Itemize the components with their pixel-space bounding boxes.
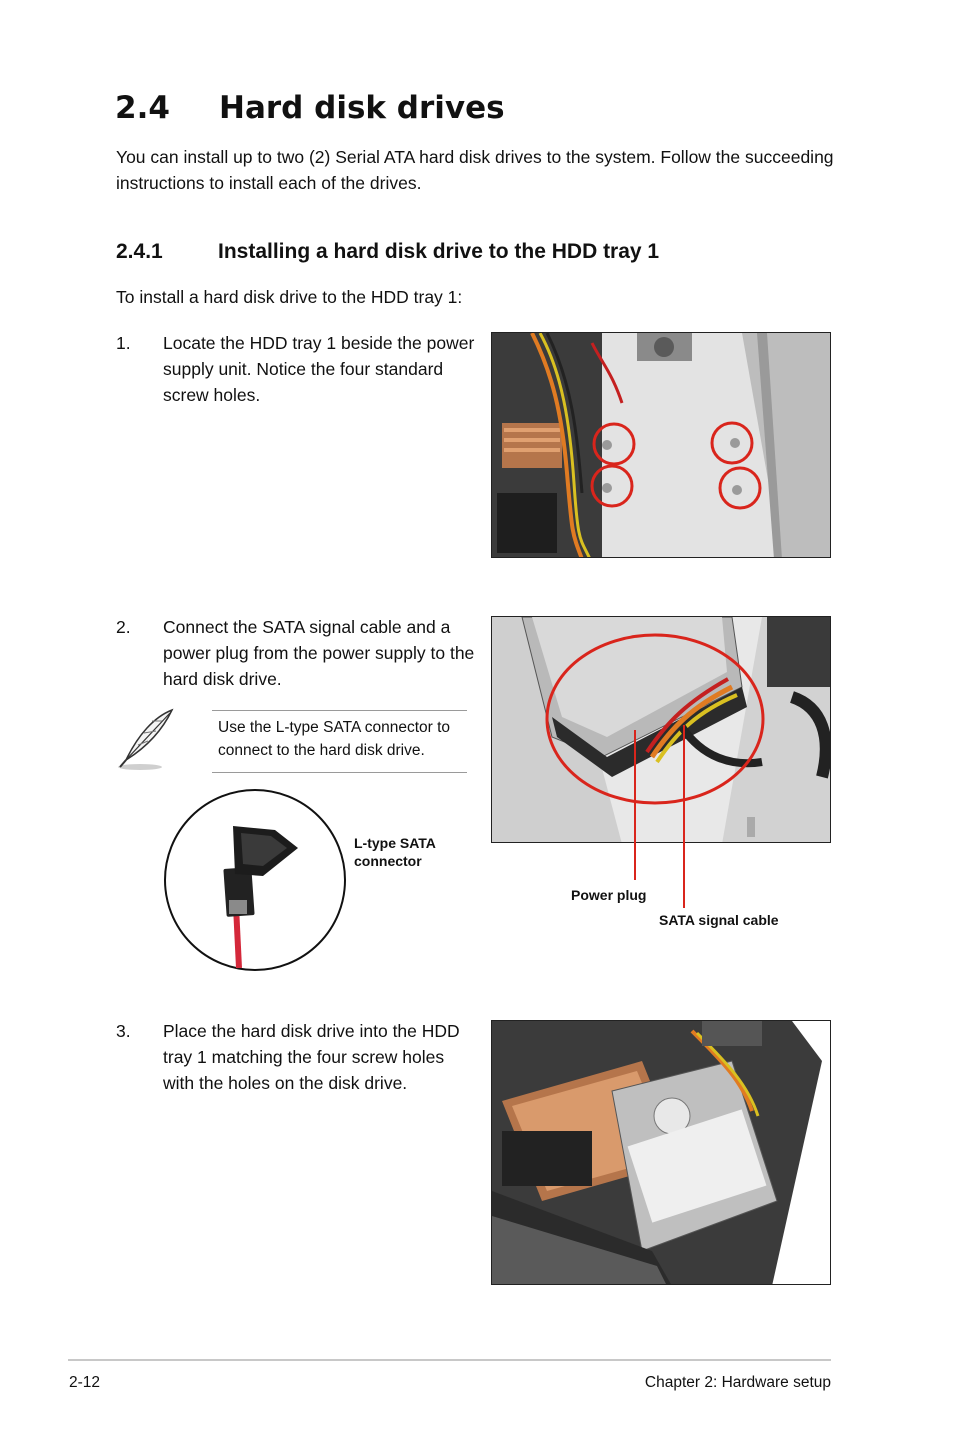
l-type-sata-connector-illustration xyxy=(163,788,347,972)
note-text: Use the L-type SATA connector to connect to the hard disk drive. xyxy=(218,719,451,759)
note-top-rule xyxy=(212,710,467,711)
quill-pen-icon xyxy=(112,705,182,775)
photo-hdd-tray xyxy=(491,332,831,558)
section-heading xyxy=(115,90,505,126)
callout-leader-lines xyxy=(620,720,700,910)
callout-power-plug: Power plug xyxy=(571,887,647,903)
subsection-number: 2.4.1 xyxy=(116,240,163,263)
step-number: 3. xyxy=(116,1021,131,1041)
step-text: Locate the HDD tray 1 beside the power supply unit. Notice the four standard screw holes. xyxy=(163,333,475,405)
chapter-title: Chapter 2: Hardware setup xyxy=(644,1374,831,1391)
note-bottom-rule xyxy=(212,772,467,773)
lead-sentence: To install a hard disk drive to the HDD tray 1: xyxy=(116,287,463,307)
step-text: Connect the SATA signal cable and a power plug from the power supply to the hard disk drive. xyxy=(163,617,475,689)
callout-l-type-connector: L-type SATA connector xyxy=(354,835,436,869)
footer-rule xyxy=(68,1359,831,1361)
callout-sata-cable: SATA signal cable xyxy=(659,912,779,928)
subsection-title: Installing a hard disk drive to the HDD tray 1 xyxy=(218,240,660,263)
hdd-tray-illustration xyxy=(492,333,831,558)
step-text: Place the hard disk drive into the HDD tray 1 matching the four screw holes with the holes on the disk drive. xyxy=(163,1021,460,1093)
step-number: 2. xyxy=(116,617,131,637)
connector-closeup xyxy=(163,788,347,972)
drive-in-tray-illustration xyxy=(492,1021,831,1285)
photo-drive-in-tray xyxy=(491,1020,831,1285)
section-number: 2.4 xyxy=(115,90,170,126)
section-title: Hard disk drives xyxy=(219,90,505,126)
step-number: 1. xyxy=(116,333,131,353)
page-number: 2-12 xyxy=(69,1374,101,1391)
intro-paragraph: You can install up to two (2) Serial ATA hard disk drives to the system. Follow the succeeding instructions to install each of the drives. xyxy=(116,147,834,193)
subsection-heading xyxy=(116,240,659,264)
